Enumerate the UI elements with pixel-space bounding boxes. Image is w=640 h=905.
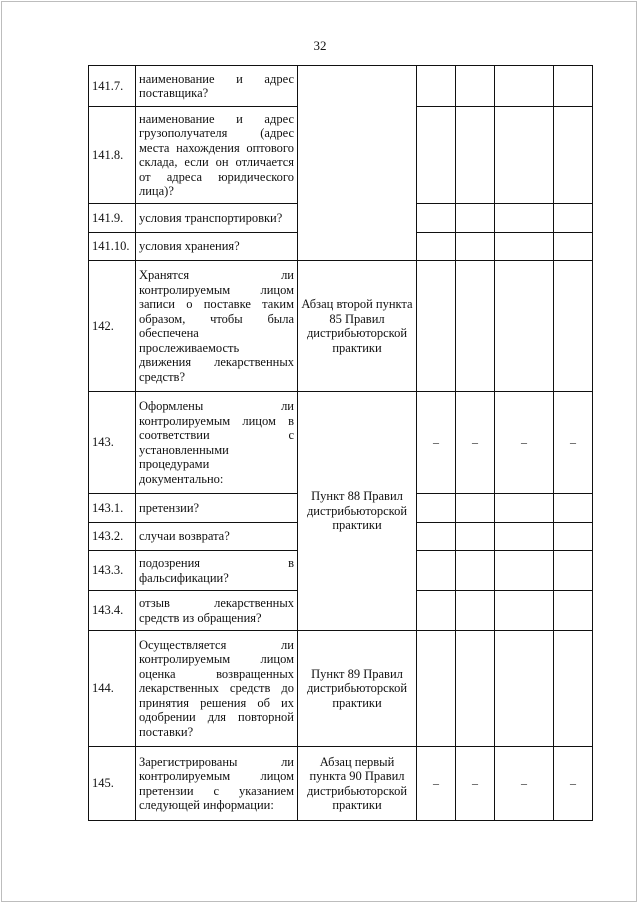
answer-cell xyxy=(417,107,456,204)
answer-cell xyxy=(417,66,456,107)
dash-mark: – xyxy=(521,776,527,791)
reference-cell: Пункт 89 Правил дистрибьюторской практики xyxy=(298,631,417,747)
answer-cell xyxy=(554,392,593,494)
answer-cell xyxy=(554,261,593,392)
answer-cell xyxy=(495,523,554,551)
dash-mark: – xyxy=(433,435,439,450)
answer-cell xyxy=(417,551,456,591)
table-row xyxy=(89,392,593,494)
answer-cell xyxy=(417,747,456,821)
answer-cell xyxy=(495,392,554,494)
row-number: 141.7. xyxy=(89,66,136,107)
answer-cell xyxy=(495,494,554,523)
answer-cell xyxy=(417,494,456,523)
answer-cell xyxy=(417,523,456,551)
answer-cell xyxy=(554,551,593,591)
question-cell: условия хранения? xyxy=(136,233,298,261)
dash-mark: – xyxy=(570,435,576,450)
answer-cell xyxy=(495,591,554,631)
answer-cell xyxy=(417,233,456,261)
answer-cell xyxy=(417,392,456,494)
answer-cell xyxy=(495,551,554,591)
answer-cell xyxy=(456,233,495,261)
answer-cell xyxy=(495,261,554,392)
question-cell: отзыв лекарственных средств из обращения? xyxy=(136,591,298,631)
answer-cell xyxy=(417,261,456,392)
dash-mark: – xyxy=(472,776,478,791)
answer-cell xyxy=(554,204,593,233)
answer-cell xyxy=(554,747,593,821)
dash-mark: – xyxy=(570,776,576,791)
answer-cell xyxy=(417,591,456,631)
answer-cell xyxy=(495,204,554,233)
question-cell: Оформлены ли контролируемым лицом в соответствии с установленными процедурами документально: xyxy=(136,392,298,494)
row-number: 143.4. xyxy=(89,591,136,631)
answer-cell xyxy=(456,591,495,631)
answer-cell xyxy=(456,523,495,551)
answer-cell xyxy=(554,233,593,261)
answer-cell xyxy=(554,66,593,107)
row-number: 144. xyxy=(89,631,136,747)
dash-mark: – xyxy=(472,435,478,450)
row-number: 143.2. xyxy=(89,523,136,551)
reference-cell-empty xyxy=(298,66,417,261)
answer-cell xyxy=(417,631,456,747)
answer-cell xyxy=(456,494,495,523)
question-cell: претензии? xyxy=(136,494,298,523)
table-row xyxy=(89,66,593,107)
dash-mark: – xyxy=(433,776,439,791)
answer-cell xyxy=(554,494,593,523)
answer-cell xyxy=(456,551,495,591)
answer-cell xyxy=(456,66,495,107)
answer-cell xyxy=(456,631,495,747)
answer-cell xyxy=(495,66,554,107)
question-cell: наименование и адрес поставщика? xyxy=(136,66,298,107)
reference-cell: Абзац первый пункта 90 Правил дистрибьюторской практики xyxy=(298,747,417,821)
page-number: 32 xyxy=(313,38,327,53)
question-cell: Осуществляется ли контролируемым лицом оценка возвращенных лекарственных средств до принятия решения об их одобрении для повторной поставки? xyxy=(136,631,298,747)
answer-cell xyxy=(456,261,495,392)
table-row xyxy=(89,261,593,392)
question-cell: наименование и адрес грузополучателя (адрес места нахождения оптового склада, если он отличается от адреса юридического лица)? xyxy=(136,107,298,204)
answer-cell xyxy=(417,204,456,233)
row-number: 141.8. xyxy=(89,107,136,204)
answer-cell xyxy=(456,204,495,233)
question-cell: случаи возврата? xyxy=(136,523,298,551)
answer-cell xyxy=(456,392,495,494)
reference-cell: Абзац второй пункта 85 Правил дистрибьюторской практики xyxy=(298,261,417,392)
answer-cell xyxy=(495,631,554,747)
answer-cell xyxy=(554,631,593,747)
row-number: 145. xyxy=(89,747,136,821)
checklist-table xyxy=(88,65,593,821)
row-number: 143. xyxy=(89,392,136,494)
row-number: 143.1. xyxy=(89,494,136,523)
dash-mark: – xyxy=(521,435,527,450)
answer-cell xyxy=(456,107,495,204)
question-cell: Хранятся ли контролируемым лицом записи о поставке таким образом, чтобы была обеспечена прослеживаемость движения лекарственных средств? xyxy=(136,261,298,392)
row-number: 143.3. xyxy=(89,551,136,591)
answer-cell xyxy=(554,107,593,204)
answer-cell xyxy=(495,747,554,821)
table-row xyxy=(89,747,593,821)
answer-cell xyxy=(495,107,554,204)
question-cell: условия транспортировки? xyxy=(136,204,298,233)
question-cell: Зарегистрированы ли контролируемым лицом претензии с указанием следующей информации: xyxy=(136,747,298,821)
row-number: 141.9. xyxy=(89,204,136,233)
answer-cell xyxy=(456,747,495,821)
question-cell: подозрения в фальсификации? xyxy=(136,551,298,591)
answer-cell xyxy=(495,233,554,261)
answer-cell xyxy=(554,523,593,551)
answer-cell xyxy=(554,591,593,631)
row-number: 142. xyxy=(89,261,136,392)
row-number: 141.10. xyxy=(89,233,136,261)
reference-cell: Пункт 88 Правил дистрибьюторской практики xyxy=(298,392,417,631)
table-row xyxy=(89,631,593,747)
